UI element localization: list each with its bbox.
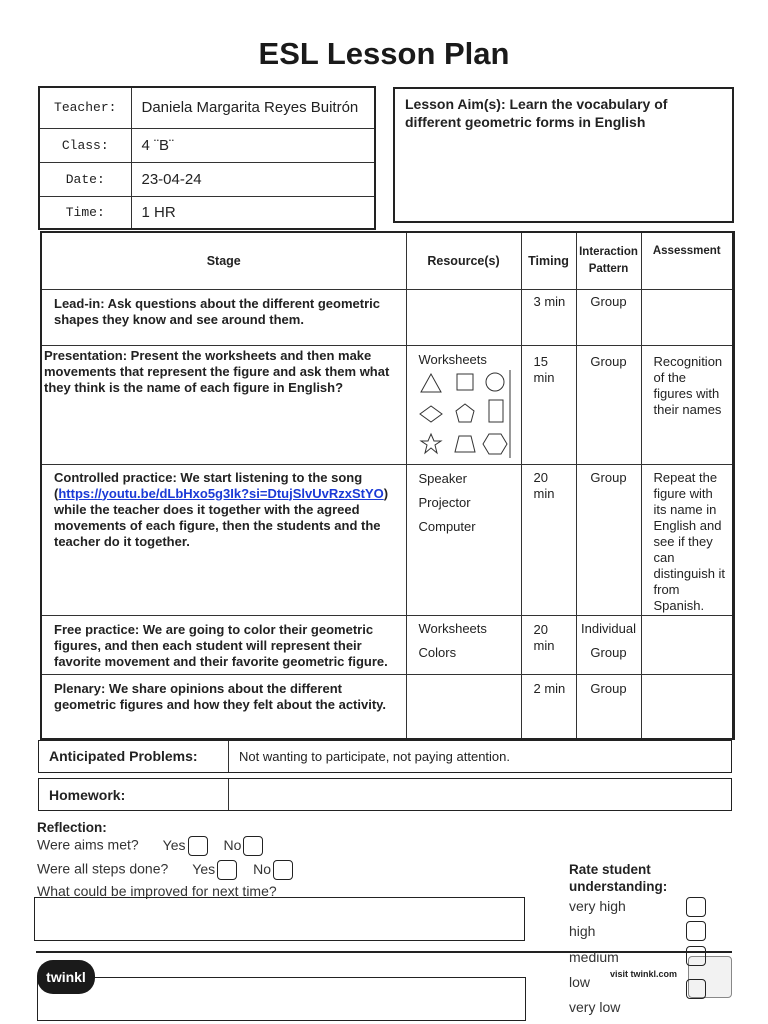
stage-text: Presentation: Present the worksheets and then make movements that represent the figure and ask them what they think is the name of each figure in English? <box>41 345 406 464</box>
rating-low-checkbox[interactable] <box>686 979 706 999</box>
stage-text: Free practice: We are going to color their geometric figures, and then each student will represent their favorite movement and their favorite geometric figure. <box>41 615 406 674</box>
time-label: Time: <box>39 196 131 229</box>
notes-input[interactable] <box>37 977 526 1021</box>
interaction: Individual <box>581 620 636 636</box>
resource-item: Projector <box>418 494 471 510</box>
resource-item: Worksheets <box>418 620 487 636</box>
homework <box>38 778 732 811</box>
aims-met-question: Were aims met? Yes No <box>37 836 263 856</box>
homework-value[interactable] <box>229 779 731 810</box>
page-title: ESL Lesson Plan <box>258 36 510 71</box>
timing: 2 min <box>521 674 576 739</box>
anticipated-problems <box>38 740 732 773</box>
reflection-title: Reflection: <box>37 820 107 835</box>
steps-done-yes-checkbox[interactable] <box>217 860 237 880</box>
date-label: Date: <box>39 162 131 196</box>
lesson-info-table <box>38 86 376 230</box>
assessment <box>641 615 734 674</box>
date-value: 23-04-24 <box>131 162 375 196</box>
timing: 15 min <box>521 345 576 464</box>
assessment <box>641 674 734 739</box>
rating-high: high <box>569 923 596 939</box>
lesson-stages-table <box>40 231 735 740</box>
timing: 20 min <box>521 464 576 615</box>
table-row <box>41 345 734 464</box>
resources <box>406 289 521 345</box>
resource-item: Computer <box>418 518 476 534</box>
rating-medium-checkbox[interactable] <box>686 946 706 966</box>
time-value: 1 HR <box>131 196 375 229</box>
visit-link[interactable]: visit twinkl.com <box>610 969 678 979</box>
timing: 20 min <box>521 615 576 674</box>
aims-met-yes-checkbox[interactable] <box>188 836 208 856</box>
twinkl-logo: twinkl <box>37 960 95 994</box>
steps-done-no-checkbox[interactable] <box>273 860 293 880</box>
assessment: Recognition of the figures with their names <box>641 345 734 464</box>
table-row <box>41 464 734 615</box>
class-label: Class: <box>39 128 131 162</box>
resource-item: Speaker <box>418 470 467 486</box>
footer-divider <box>36 951 732 953</box>
timing: 3 min <box>521 289 576 345</box>
class-value: 4 ¨B¨ <box>131 128 375 162</box>
table-row <box>41 674 734 739</box>
rating-title: Rate student understanding: <box>569 862 668 894</box>
assessment <box>641 289 734 345</box>
improvement-question: What could be improved for next time? <box>37 883 277 899</box>
interaction: Group <box>576 674 641 739</box>
teacher-value: Daniela Margarita Reyes Buitrón <box>131 87 375 128</box>
stage-text: Lead-in: Ask questions about the different geometric shapes they know and see around them. <box>41 289 406 345</box>
teacher-label: Teacher: <box>39 87 131 128</box>
resource-item: Colors <box>418 644 457 660</box>
aims-met-no-checkbox[interactable] <box>243 836 263 856</box>
header-interaction: Interaction Pattern <box>576 232 641 289</box>
resources <box>406 674 521 739</box>
header-stage: Stage <box>41 232 406 289</box>
rating-very-low: very low <box>569 999 621 1015</box>
geometric-shapes-worksheet-image <box>419 370 511 458</box>
lesson-aim: Lesson Aim(s): Learn the vocabulary of different geometric forms in English <box>393 87 734 223</box>
interaction: Group <box>576 289 641 345</box>
interaction: Group <box>576 345 641 464</box>
header-assessment: Assessment <box>641 232 734 289</box>
problems-value[interactable]: Not wanting to participate, not paying attention. <box>239 749 511 764</box>
table-row <box>41 615 734 674</box>
rating-high-checkbox[interactable] <box>686 921 706 941</box>
table-row <box>41 289 734 345</box>
stage-text: Controlled practice: We start listening to the song (https://youtu.be/dLbHxo5g3Ik?si=DtujSlvUvRzxStYO) while the teacher does it together with the agreed movements of each figure, then the students and the teacher do it together. <box>41 464 406 615</box>
problems-label: Anticipated Problems: <box>39 741 229 772</box>
homework-label: Homework: <box>39 779 229 810</box>
rating-low: low <box>569 974 591 990</box>
song-link[interactable]: https://youtu.be/dLbHxo5g3Ik?si=DtujSlvUvRzxStYO <box>58 485 384 501</box>
resources: Worksheets <box>418 351 487 367</box>
rating-medium: medium <box>569 949 619 965</box>
rating-very-high: very high <box>569 898 626 914</box>
improvement-input[interactable] <box>34 897 525 941</box>
rating-very-high-checkbox[interactable] <box>686 897 706 917</box>
interaction: Group <box>576 464 641 615</box>
header-resources: Resource(s) <box>406 232 521 289</box>
steps-done-question: Were all steps done? Yes No <box>37 860 293 880</box>
assessment: Repeat the figure with its name in English and see if they can distinguish it from Spanish. <box>641 464 734 615</box>
stage-text: Plenary: We share opinions about the different geometric figures and how they felt about the activity. <box>41 674 406 739</box>
interaction: Group <box>590 644 627 660</box>
header-timing: Timing <box>521 232 576 289</box>
